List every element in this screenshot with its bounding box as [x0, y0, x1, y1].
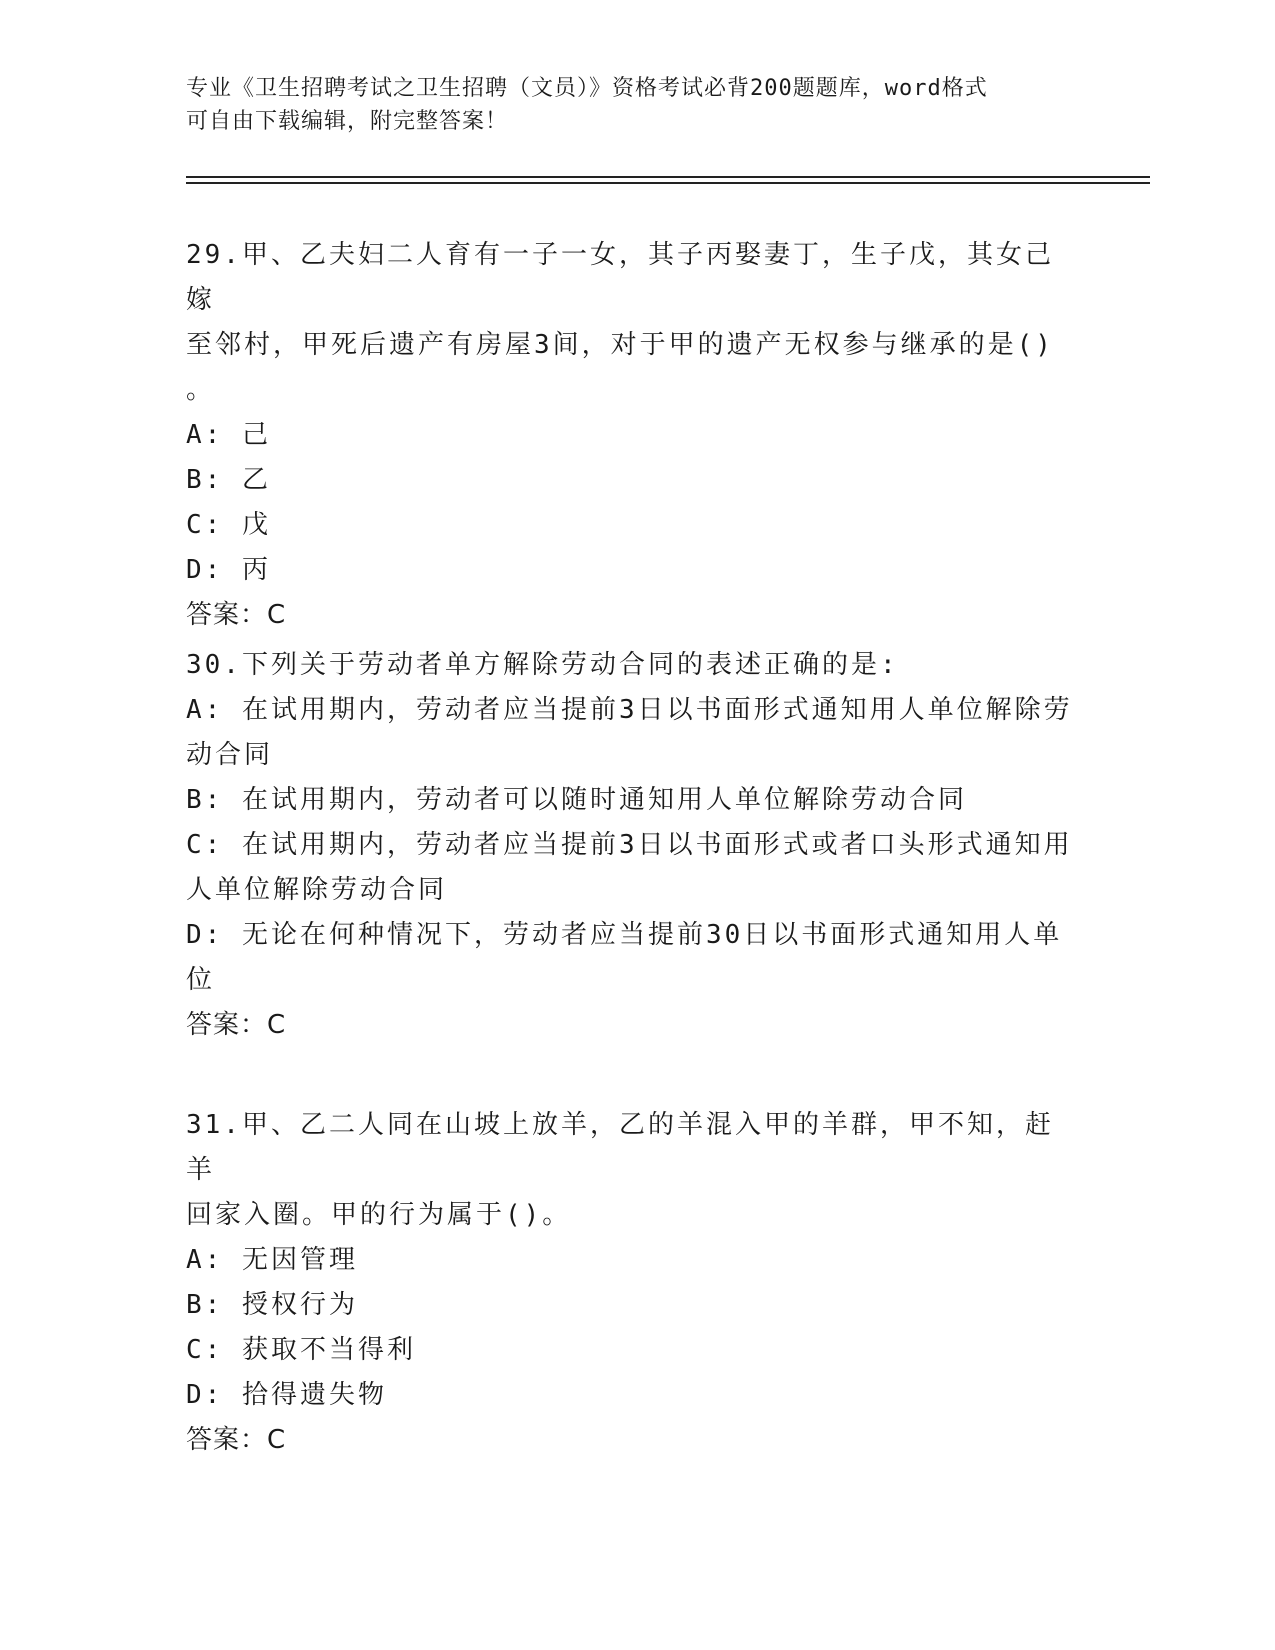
question-31	[186, 1103, 1076, 1463]
question-stem: 回家入圈。甲的行为属于()。	[186, 1200, 572, 1230]
option-a-continued: 动合同	[186, 740, 274, 770]
header-divider-bottom	[186, 182, 1150, 184]
option-a: A: 无因管理	[186, 1245, 358, 1275]
header-title-line-2: 可自由下载编辑，附完整答案！	[186, 109, 509, 134]
answer-label: 答案：C	[186, 600, 287, 630]
question-stem: 30.下列关于劳动者单方解除劳动合同的表述正确的是:	[186, 650, 899, 680]
option-d: D: 无论在何种情况下，劳动者应当提前30日以书面形式通知用人单	[186, 920, 1063, 950]
question-30	[186, 643, 1076, 1048]
option-a: A: 在试用期内，劳动者应当提前3日以书面形式通知用人单位解除劳	[186, 695, 1073, 725]
answer-label: 答案：C	[186, 1425, 287, 1455]
header-title-line-1: 专业《卫生招聘考试之卫生招聘（文员）》资格考试必背200题题库，word格式	[186, 76, 988, 101]
option-c-continued: 人单位解除劳动合同	[186, 875, 448, 905]
question-stem: 29.甲、乙夫妇二人育有一子一女，其子丙娶妻丁，生子戊，其女己嫁	[186, 240, 1054, 315]
option-c: C: 戊	[186, 510, 271, 540]
option-b: B: 授权行为	[186, 1290, 358, 1320]
question-29	[186, 233, 1076, 638]
option-d-continued: 位	[186, 965, 216, 995]
header-divider-top	[186, 176, 1150, 178]
option-a: A: 己	[186, 420, 271, 450]
question-stem: 至邻村，甲死后遗产有房屋3间，对于甲的遗产无权参与继承的是()	[186, 330, 1054, 360]
question-stem: 31.甲、乙二人同在山坡上放羊，乙的羊混入甲的羊群，甲不知，赶羊	[186, 1110, 1054, 1185]
option-b: B: 在试用期内，劳动者可以随时通知用人单位解除劳动合同	[186, 785, 967, 815]
option-d: D: 拾得遗失物	[186, 1380, 387, 1410]
option-d: D: 丙	[186, 555, 271, 585]
answer-label: 答案：C	[186, 1010, 287, 1040]
option-c: C: 在试用期内，劳动者应当提前3日以书面形式或者口头形式通知用	[186, 830, 1073, 860]
document-header	[186, 72, 1076, 138]
option-b: B: 乙	[186, 465, 271, 495]
question-stem: 。	[186, 375, 216, 405]
option-c: C: 获取不当得利	[186, 1335, 416, 1365]
